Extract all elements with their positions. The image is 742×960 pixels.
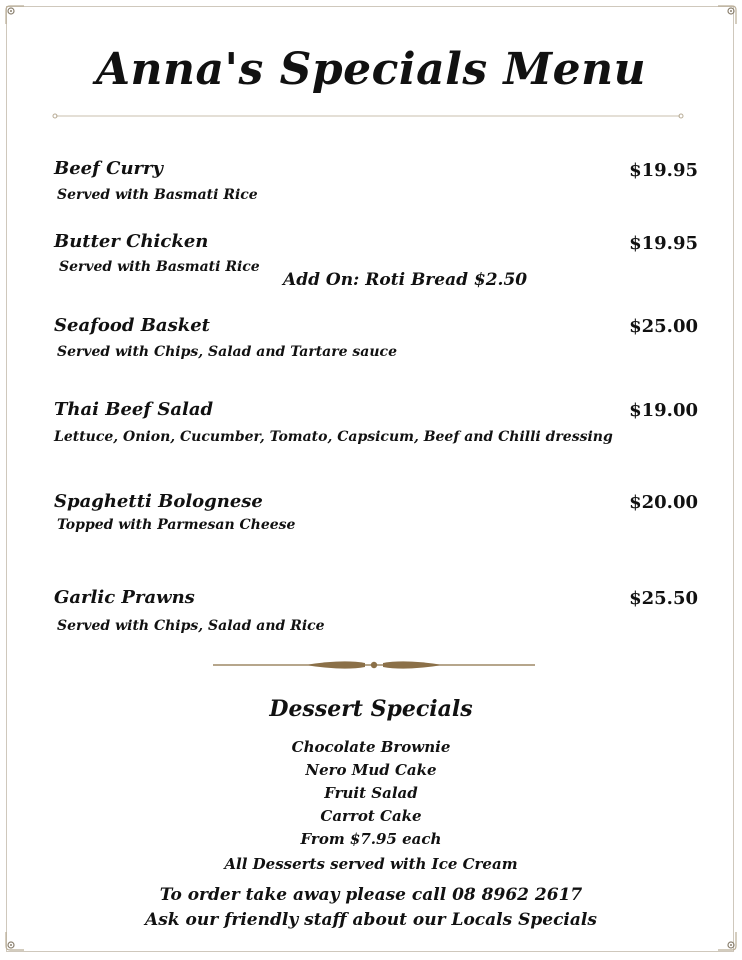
menu-item-price: $25.00 bbox=[629, 316, 698, 337]
menu-item-price: $20.00 bbox=[629, 492, 698, 513]
corner-ornament-top-right bbox=[714, 2, 740, 28]
dessert-note: All Desserts served with Ice Cream bbox=[224, 855, 518, 873]
menu-item-name: Beef Curry bbox=[54, 158, 163, 179]
corner-ornament-top-left bbox=[2, 2, 28, 28]
addon-note: Add On: Roti Bread $2.50 bbox=[283, 270, 528, 290]
menu-item-price: $19.95 bbox=[629, 160, 698, 181]
order-phone-line: To order take away please call 08 8962 2617 bbox=[159, 885, 583, 905]
menu-item-description: Served with Chips, Salad and Rice bbox=[57, 618, 325, 634]
menu-item-name: Garlic Prawns bbox=[54, 587, 195, 608]
menu-title: Anna's Specials Menu bbox=[95, 44, 647, 95]
dessert-price: From $7.95 each bbox=[300, 830, 442, 848]
menu-item-description: Lettuce, Onion, Cucumber, Tomato, Capsicum, Beef and Chilli dressing bbox=[54, 429, 613, 445]
corner-ornament-bottom-right bbox=[714, 928, 740, 954]
title-divider bbox=[52, 112, 684, 120]
menu-item-price: $19.95 bbox=[629, 233, 698, 254]
dessert-item: Chocolate Brownie bbox=[291, 738, 451, 756]
corner-ornament-bottom-left bbox=[2, 928, 28, 954]
dessert-item: Nero Mud Cake bbox=[305, 761, 437, 779]
locals-specials-line: Ask our friendly staff about our Locals Specials bbox=[145, 910, 597, 930]
ornamental-divider bbox=[213, 656, 535, 674]
menu-item-name: Butter Chicken bbox=[54, 231, 209, 252]
dessert-item: Fruit Salad bbox=[324, 784, 418, 802]
menu-item-description: Served with Basmati Rice bbox=[57, 187, 258, 203]
menu-item-name: Spaghetti Bolognese bbox=[54, 491, 263, 512]
menu-item-name: Thai Beef Salad bbox=[54, 399, 214, 420]
menu-item-price: $25.50 bbox=[629, 588, 698, 609]
dessert-heading: Dessert Specials bbox=[269, 696, 473, 722]
dessert-item: Carrot Cake bbox=[320, 807, 422, 825]
menu-item-description: Served with Chips, Salad and Tartare sauce bbox=[57, 344, 397, 360]
menu-item-price: $19.00 bbox=[629, 400, 698, 421]
menu-item-name: Seafood Basket bbox=[54, 315, 210, 336]
menu-item-description: Topped with Parmesan Cheese bbox=[57, 517, 296, 533]
dessert-list bbox=[0, 736, 742, 851]
menu-item-description: Served with Basmati Rice bbox=[59, 259, 260, 275]
